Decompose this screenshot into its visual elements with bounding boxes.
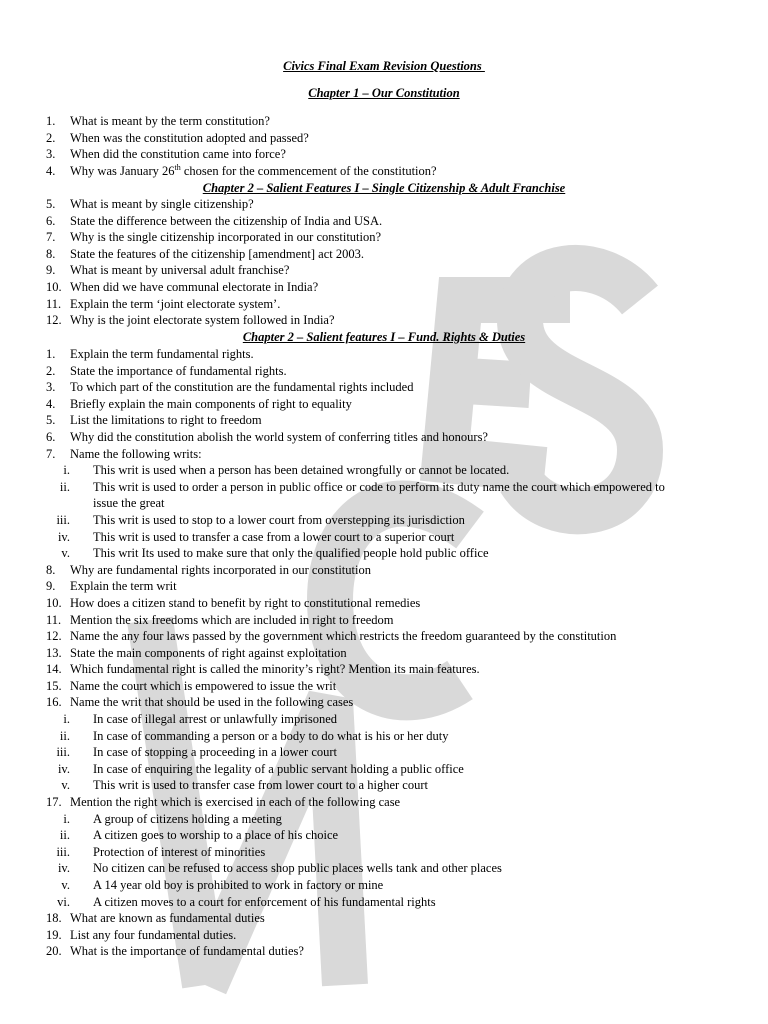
chapter-1-questions (0, 113, 768, 179)
question-number: 7. (46, 230, 56, 245)
question-text: Briefly explain the main components of right to equality (70, 396, 352, 411)
question-text: What is meant by universal adult franchise? (70, 263, 290, 278)
question-text: Why are fundamental rights incorporated in our constitution (70, 562, 371, 577)
chapter-2a-heading: Chapter 2 – Salient Features I – Single Citizenship & Adult Franchise (202, 181, 566, 195)
question-text-part: chosen for the commencement of the constitution? (180, 163, 437, 178)
question-text: State the main components of right against exploitation (70, 645, 347, 660)
sub-question-item (0, 844, 768, 861)
question-text: Why is the single citizenship incorporated in our constitution? (70, 230, 382, 245)
question-text: State the difference between the citizenship of India and USA. (70, 213, 383, 228)
question-number: 20. (46, 944, 62, 959)
question-text: This writ Its used to make sure that only the qualified people hold public office (93, 546, 489, 561)
question-text: What is meant by single citizenship? (70, 197, 254, 211)
question-text: List any four fundamental duties. (70, 927, 237, 942)
question-item (0, 595, 768, 612)
question-number: 9. (46, 579, 56, 594)
question-number: 15. (46, 678, 62, 693)
question-text: Name the following writs: (70, 446, 202, 461)
question-text: When did we have communal electorate in India? (70, 279, 319, 294)
question-item (0, 694, 768, 711)
question-number: 10. (46, 595, 62, 610)
question-text: Why did the constitution abolish the world system of conferring titles and honours? (70, 429, 488, 444)
question-text: This writ is used when a person has been detained wrongfully or cannot be located. (93, 463, 510, 478)
question-number: 11. (46, 296, 62, 311)
question-item (0, 246, 768, 263)
question-item (0, 645, 768, 662)
question-number: 10. (46, 279, 62, 294)
question-number: iv. (57, 761, 70, 776)
question-text: State the features of the citizenship [amendment] act 2003. (70, 246, 364, 261)
question-text: State the importance of fundamental rights. (70, 363, 287, 378)
chapter-2b-heading: Chapter 2 – Salient features I – Fund. Rights & Duties (242, 330, 526, 344)
sub-question-item (0, 545, 768, 562)
question-text: Which fundamental right is called the minority’s right? Mention its main features. (70, 662, 480, 677)
question-text: Explain the term ‘joint electorate system’. (70, 296, 281, 311)
question-text: Explain the term fundamental rights. (70, 347, 254, 361)
question-item (0, 296, 768, 313)
question-number: 18. (46, 911, 62, 926)
sub-question-item (0, 811, 768, 828)
question-item (0, 562, 768, 579)
question-number: iii. (56, 745, 70, 760)
question-number: 2. (46, 363, 56, 378)
question-number: 14. (46, 662, 62, 677)
question-number: 5. (46, 413, 56, 428)
question-text: Mention the right which is exercised in each of the following case (70, 795, 401, 810)
question-number: ii. (59, 828, 70, 843)
question-number: 1. (46, 347, 56, 361)
question-item (0, 279, 768, 296)
question-text: Mention the six freedoms which are included in right to freedom (70, 612, 394, 627)
question-number: 16. (46, 695, 62, 710)
question-number: ii. (59, 728, 70, 743)
question-item (0, 429, 768, 446)
chapter-2a-questions (0, 196, 768, 329)
question-number: i. (63, 463, 70, 478)
question-number: 8. (46, 246, 56, 261)
question-number: v. (61, 546, 70, 561)
question-text: How does a citizen stand to benefit by right to constitutional remedies (70, 595, 421, 610)
question-number: 9. (46, 263, 56, 278)
question-number: 4. (46, 396, 56, 411)
question-number: 19. (46, 927, 62, 942)
question-number: iii. (56, 512, 70, 527)
question-text: Protection of interest of minorities (93, 844, 266, 859)
sub-question-item (0, 479, 768, 512)
sub-question-item (0, 462, 768, 479)
question-item (0, 346, 768, 363)
question-item (0, 262, 768, 279)
chapter-2b-questions (0, 346, 768, 960)
question-number: iv. (57, 529, 70, 544)
question-number: 1. (46, 114, 56, 128)
question-item (0, 113, 768, 130)
question-text: When was the constitution adopted and passed? (70, 130, 309, 145)
question-number: 7. (46, 446, 56, 461)
question-text: In case of commanding a person or a body to do what is his or her duty (93, 728, 449, 743)
question-item (0, 678, 768, 695)
question-number: 3. (46, 380, 56, 395)
question-item (0, 146, 768, 163)
question-item (0, 628, 768, 645)
question-item (0, 794, 768, 811)
question-number: 5. (46, 197, 56, 211)
question-item (0, 312, 768, 329)
question-item (0, 661, 768, 678)
question-number: v. (61, 878, 70, 892)
question-text: What are known as fundamental duties (70, 911, 265, 926)
sub-question-item (0, 728, 768, 745)
question-item (0, 196, 768, 213)
sub-question-item (0, 529, 768, 546)
question-text: In case of illegal arrest or unlawfully imprisoned (93, 712, 338, 727)
question-item (0, 910, 768, 927)
question-item (0, 578, 768, 595)
page-title: Civics Final Exam Revision Questions (283, 59, 485, 73)
question-text: Name the court which is empowered to issue the writ (70, 678, 337, 693)
question-text: No citizen can be refused to access shop public places wells tank and other places (93, 861, 502, 876)
sub-question-item (0, 711, 768, 728)
question-number: iii. (56, 844, 70, 859)
question-item (0, 130, 768, 147)
question-number: 12. (46, 629, 62, 644)
sub-question-item (0, 860, 768, 877)
question-text: This writ is used to stop to a lower court from overstepping its jurisdiction (93, 512, 465, 527)
question-item (0, 612, 768, 629)
chapter-1-heading: Chapter 1 – Our Constitution (308, 86, 460, 100)
question-number: iv. (57, 861, 70, 876)
question-item (0, 363, 768, 380)
question-text: In case of enquiring the legality of a public servant holding a public office (93, 761, 464, 776)
question-item (0, 943, 768, 960)
sub-question-item (0, 744, 768, 761)
sub-question-item (0, 877, 768, 894)
question-text (70, 163, 437, 180)
question-item (0, 213, 768, 230)
question-text: In case of stopping a proceeding in a lower court (93, 745, 338, 760)
question-number: 6. (46, 429, 56, 444)
question-number: 11. (46, 612, 62, 627)
question-number: i. (63, 712, 70, 727)
question-item (0, 379, 768, 396)
question-text: A citizen moves to a court for enforcement of his fundamental rights (93, 894, 436, 909)
question-text: This writ is used to transfer a case from a lower court to a superior court (93, 529, 455, 544)
question-number: 3. (46, 147, 56, 162)
question-text-part: Why was January 26 (70, 163, 175, 178)
question-item (0, 412, 768, 429)
question-number: 8. (46, 562, 56, 577)
question-number: 13. (46, 645, 62, 660)
question-number: 4. (46, 163, 56, 178)
question-number: vi. (57, 894, 70, 909)
question-text: This writ is used to order a person in public office or code to perform its duty name the court which empowered to issue the great (93, 479, 665, 511)
question-text: Why is the joint electorate system followed in India? (70, 313, 335, 328)
question-text: Explain the term writ (70, 579, 177, 594)
question-text: Name the any four laws passed by the government which restricts the freedom guaranteed by the constitution (70, 629, 617, 644)
sub-question-item (0, 827, 768, 844)
question-item (0, 446, 768, 463)
question-item (0, 927, 768, 944)
ordinal-suffix: th (174, 162, 181, 172)
question-item (0, 229, 768, 246)
question-number: 12. (46, 313, 62, 328)
question-number: v. (61, 778, 70, 793)
sub-question-item (0, 761, 768, 778)
sub-question-item (0, 894, 768, 911)
question-text: What is meant by the term constitution? (70, 114, 270, 128)
question-item (0, 163, 768, 180)
sub-question-item (0, 512, 768, 529)
sub-question-item (0, 777, 768, 794)
question-text: List the limitations to right to freedom (70, 413, 262, 428)
question-number: i. (63, 811, 70, 826)
question-item (0, 396, 768, 413)
question-number: 6. (46, 213, 56, 228)
question-text: Name the writ that should be used in the following cases (70, 695, 354, 710)
question-number: 17. (46, 795, 62, 810)
question-text: A group of citizens holding a meeting (93, 811, 282, 826)
question-text: To which part of the constitution are the fundamental rights included (70, 380, 414, 395)
question-text: This writ is used to transfer case from lower court to a higher court (93, 778, 428, 793)
question-text: A 14 year old boy is prohibited to work in factory or mine (93, 878, 384, 892)
question-number: 2. (46, 130, 56, 145)
question-number: ii. (59, 479, 70, 494)
question-text: When did the constitution came into force? (70, 147, 286, 162)
question-text: A citizen goes to worship to a place of his choice (93, 828, 339, 843)
question-text: What is the importance of fundamental duties? (70, 944, 304, 959)
